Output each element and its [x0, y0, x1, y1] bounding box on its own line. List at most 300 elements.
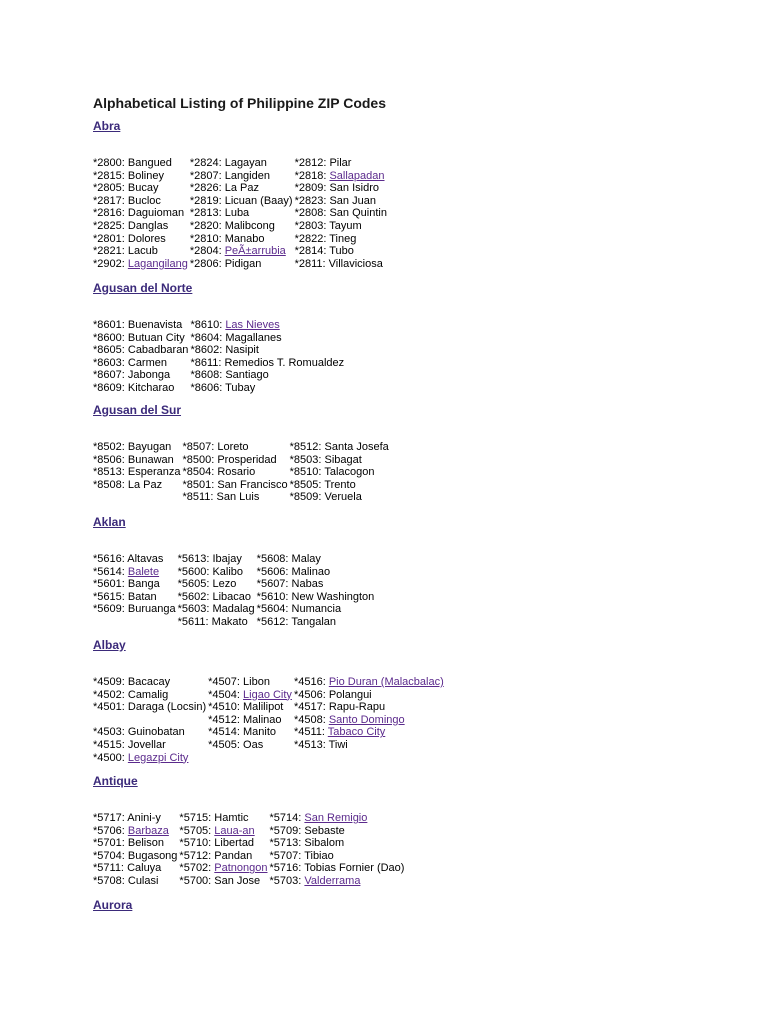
zip-entry — [178, 553, 255, 566]
place-name: Anini-y — [127, 812, 161, 824]
zip-entry — [294, 714, 444, 727]
zip-entry — [93, 825, 177, 838]
zip-entry — [208, 676, 292, 689]
zip-entry — [208, 739, 292, 752]
zip-code: *2810: — [189, 232, 225, 245]
zip-entry — [257, 578, 375, 591]
zip-code: *2803: — [294, 219, 330, 232]
zip-code: *5702: — [179, 862, 215, 875]
place-name: Daraga (Locsin) — [127, 701, 207, 714]
place-name: Malilipot — [243, 701, 284, 714]
zip-entry — [190, 382, 344, 395]
zip-entry — [295, 207, 387, 220]
place-name: Sibalom — [304, 837, 345, 850]
zip-entry — [294, 739, 444, 752]
zip-code: *8502: — [93, 441, 128, 453]
zip-code: *8505: — [289, 478, 325, 491]
zip-columns — [93, 319, 344, 395]
zip-entry — [294, 689, 444, 702]
place-name: Talacogon — [324, 466, 375, 479]
zip-entry — [178, 566, 255, 579]
place-link[interactable]: Legazpi City — [127, 751, 189, 764]
zip-code: *2812: — [294, 157, 330, 169]
zip-entry — [295, 157, 387, 170]
zip-entry — [93, 553, 176, 566]
zip-entry — [93, 195, 188, 208]
zip-code: *5603: — [177, 603, 213, 616]
page-title: Alphabetical Listing of Philippine ZIP Codes — [93, 95, 386, 111]
place-name: Pilar — [329, 157, 352, 169]
place-name: Libacao — [212, 590, 252, 603]
place-name: Buruanga — [127, 603, 176, 616]
zip-code: *2816: — [93, 207, 128, 220]
zip-entry — [295, 182, 387, 195]
region-title-link[interactable]: Aklan — [93, 515, 126, 529]
zip-entry — [295, 233, 387, 246]
place-name: Licuan (Baay) — [224, 194, 293, 207]
place-name: Kitcharao — [127, 381, 175, 394]
zip-code: *4511: — [293, 726, 328, 739]
zip-code: *4503: — [93, 726, 128, 739]
zip-code: *5700: — [179, 874, 215, 887]
zip-entry — [93, 207, 188, 220]
zip-code: *4514: — [208, 726, 244, 739]
place-name: San Isidro — [329, 182, 379, 195]
place-link[interactable]: Las Nieves — [225, 319, 280, 331]
zip-entry — [295, 220, 387, 233]
zip-code: *8606: — [190, 381, 226, 394]
zip-code: *8610: — [190, 319, 226, 331]
zip-code: *2818: — [294, 169, 330, 182]
place-name: Kalibo — [212, 565, 244, 578]
place-name: Malay — [291, 553, 321, 565]
zip-entry — [182, 441, 287, 454]
zip-entry — [93, 603, 176, 616]
place-name: Buenavista — [127, 319, 183, 331]
zip-code: *5610: — [256, 590, 292, 603]
zip-entry — [93, 369, 188, 382]
zip-entry — [257, 591, 375, 604]
zip-code: *5712: — [179, 849, 215, 862]
zip-entry — [270, 812, 405, 825]
zip-code: *8607: — [93, 369, 128, 382]
place-name: Danglas — [127, 219, 169, 232]
zip-entry — [290, 479, 389, 492]
zip-entry — [290, 454, 389, 467]
zip-entry — [290, 441, 389, 454]
zip-entry — [93, 726, 206, 739]
zip-entry — [294, 676, 444, 689]
zip-column — [93, 812, 177, 888]
zip-code: *5706: — [93, 824, 128, 837]
zip-entry — [93, 233, 188, 246]
zip-column — [93, 553, 176, 629]
place-name: Remedios T. Romualdez — [224, 356, 345, 369]
zip-entry — [190, 245, 293, 258]
zip-code: *5715: — [179, 812, 215, 824]
zip-column — [290, 441, 389, 504]
zip-code: *5708: — [93, 874, 128, 887]
zip-code: *4517: — [293, 701, 329, 714]
region-title-link[interactable]: Agusan del Sur — [93, 403, 182, 417]
zip-code: *5616: — [93, 553, 128, 565]
zip-entry — [93, 258, 188, 271]
zip-code: *2902: — [93, 257, 128, 270]
place-name: San Francisco — [217, 478, 288, 491]
place-link[interactable]: Barbaza — [127, 824, 169, 837]
place-link[interactable]: Santo Domingo — [328, 713, 405, 726]
place-name: Hamtic — [214, 812, 249, 824]
zip-code: *2811: — [294, 257, 329, 270]
zip-entry — [93, 676, 206, 689]
place-name: Bugasong — [127, 849, 178, 862]
zip-entry — [190, 220, 293, 233]
zip-entry — [208, 726, 292, 739]
zip-entry — [93, 245, 188, 258]
zip-code: *4510: — [208, 701, 244, 714]
place-name: Magallanes — [225, 331, 282, 344]
place-name: Caluya — [127, 862, 162, 875]
zip-entry — [190, 369, 344, 382]
place-name: Tineg — [329, 232, 357, 245]
place-name: Villaviciosa — [328, 257, 383, 270]
place-name: Tubo — [329, 245, 354, 258]
place-name: Camalig — [127, 688, 169, 701]
zip-entry — [93, 441, 180, 454]
zip-column — [93, 319, 188, 395]
zip-code: *2814: — [294, 245, 330, 258]
zip-code: *5604: — [256, 603, 292, 616]
place-name: San Jose — [214, 874, 261, 887]
region-title-link[interactable]: Aurora — [93, 898, 133, 912]
zip-entry — [190, 157, 293, 170]
place-name: Carmen — [127, 356, 167, 369]
zip-entry — [190, 357, 344, 370]
zip-columns — [93, 676, 444, 764]
zip-column — [257, 553, 375, 629]
zip-code: *5710: — [179, 837, 215, 850]
zip-code: *8605: — [93, 344, 128, 357]
zip-code: *2813: — [189, 207, 225, 220]
zip-code: *8510: — [289, 466, 325, 479]
place-name: Oas — [243, 738, 264, 751]
zip-code: *4516: — [293, 676, 329, 688]
place-name: Trento — [324, 478, 356, 491]
zip-code: *4506: — [293, 688, 329, 701]
zip-code: *8601: — [93, 319, 128, 331]
zip-code: *8604: — [190, 331, 226, 344]
zip-entry — [93, 170, 188, 183]
place-name: Batan — [127, 590, 157, 603]
zip-code: *8509: — [289, 491, 325, 504]
place-name: Jabonga — [127, 369, 171, 382]
zip-entry — [93, 862, 177, 875]
zip-entry — [93, 689, 206, 702]
zip-code: *4513: — [293, 738, 329, 751]
place-name: Pidigan — [224, 257, 262, 270]
zip-code: *4500: — [93, 751, 128, 764]
zip-columns — [93, 157, 387, 270]
place-name: Dolores — [127, 232, 166, 245]
place-name: Langiden — [224, 169, 270, 182]
zip-entry — [270, 825, 405, 838]
zip-entry — [179, 875, 267, 888]
zip-entry — [93, 701, 206, 714]
zip-code: *5704: — [93, 849, 128, 862]
zip-entry — [257, 603, 375, 616]
zip-code: *8611: — [190, 356, 225, 369]
place-name: Tibiao — [304, 849, 334, 862]
zip-code: *2825: — [93, 219, 128, 232]
zip-code: *8602: — [190, 344, 226, 357]
place-link[interactable]: Pio Duran (Malacbalac) — [328, 676, 444, 688]
zip-entry — [93, 466, 180, 479]
zip-column — [208, 676, 292, 764]
place-link[interactable]: Valderrama — [304, 874, 361, 887]
zip-entry — [190, 344, 344, 357]
place-name: Bucay — [127, 182, 159, 195]
zip-entry — [93, 566, 176, 579]
zip-code: *5717: — [93, 812, 128, 824]
place-link[interactable]: Ligao City — [243, 688, 292, 701]
zip-code: *5711: — [93, 862, 128, 875]
place-name: Bangued — [127, 157, 172, 169]
zip-entry — [93, 344, 188, 357]
region-section — [93, 401, 389, 504]
zip-code: *5614: — [93, 565, 128, 578]
zip-entry — [190, 182, 293, 195]
zip-code: *5609: — [93, 603, 128, 616]
zip-entry — [182, 491, 287, 504]
zip-entry — [295, 170, 387, 183]
place-name: Altavas — [127, 553, 164, 565]
zip-code: *2824: — [189, 157, 225, 169]
zip-code: *8603: — [93, 356, 128, 369]
zip-column — [294, 676, 444, 764]
place-name: Polangui — [328, 688, 372, 701]
zip-code: *8600: — [93, 331, 128, 344]
zip-code: *5615: — [93, 590, 128, 603]
place-name: New Washington — [291, 590, 375, 603]
zip-code: *2807: — [189, 169, 225, 182]
zip-entry — [257, 553, 375, 566]
zip-code: *2805: — [93, 182, 128, 195]
zip-entry — [270, 850, 405, 863]
place-name: Manito — [243, 726, 277, 739]
place-link[interactable]: PeÃ±arrubia — [224, 245, 286, 258]
zip-code: *5701: — [93, 837, 128, 850]
region-title-link[interactable]: Albay — [93, 638, 126, 652]
zip-code: *8512: — [289, 441, 325, 453]
zip-code: *5611: — [177, 615, 212, 628]
place-name: Nabas — [291, 578, 324, 591]
place-name: Lacub — [127, 245, 158, 258]
zip-entry — [294, 701, 444, 714]
region-section — [93, 636, 444, 764]
page-content — [93, 94, 753, 912]
zip-entry — [190, 195, 293, 208]
place-name: Tubay — [225, 381, 256, 394]
zip-column — [190, 319, 344, 395]
zip-entry — [182, 466, 287, 479]
zip-column — [93, 157, 188, 270]
zip-code: *2822: — [294, 232, 330, 245]
zip-code: *2820: — [189, 219, 225, 232]
place-name: Makato — [211, 615, 248, 628]
zip-code: *5703: — [269, 874, 305, 887]
region-title-link[interactable]: Antique — [93, 774, 138, 788]
place-link[interactable]: Laua-an — [214, 824, 255, 837]
place-link[interactable]: Sallapadan — [329, 169, 385, 182]
zip-column — [93, 441, 180, 504]
place-name: Rapu-Rapu — [328, 701, 386, 714]
place-name: San Juan — [329, 194, 376, 207]
zip-entry — [190, 319, 344, 332]
zip-code: *5713: — [269, 837, 305, 850]
place-name: Malinao — [243, 713, 282, 726]
region-section — [93, 279, 344, 395]
place-name: Santiago — [225, 369, 269, 382]
zip-code: *2808: — [294, 207, 330, 220]
place-name: Pandan — [214, 849, 253, 862]
place-name: Loreto — [217, 441, 249, 453]
zip-entry — [270, 862, 405, 875]
place-link[interactable]: Patnongon — [214, 862, 268, 875]
zip-code: *5613: — [177, 553, 213, 565]
zip-column — [182, 441, 287, 504]
place-name: Bunawan — [127, 453, 174, 466]
place-name: Bayugan — [127, 441, 172, 453]
place-name: San Quintin — [329, 207, 387, 220]
place-name: Lagayan — [224, 157, 267, 169]
zip-entry — [93, 837, 177, 850]
zip-entry — [270, 837, 405, 850]
place-name: Tiwi — [328, 738, 348, 751]
place-name: Libon — [243, 676, 270, 688]
zip-entry — [93, 739, 206, 752]
zip-entry — [93, 182, 188, 195]
zip-entry — [190, 170, 293, 183]
place-name: Numancia — [291, 603, 342, 616]
zip-entry — [93, 382, 188, 395]
place-name: Luba — [224, 207, 250, 220]
place-name: La Paz — [224, 182, 259, 195]
place-name: Veruela — [324, 491, 362, 504]
zip-code: *5607: — [256, 578, 292, 591]
zip-code: *4515: — [93, 738, 128, 751]
place-name: Madalag — [212, 603, 255, 616]
place-name: Malibcong — [224, 219, 275, 232]
place-link[interactable]: Tabaco City — [327, 726, 386, 739]
zip-entry — [208, 701, 292, 714]
place-name: Tayum — [329, 219, 362, 232]
zip-entry — [93, 752, 206, 765]
zip-entry — [179, 825, 267, 838]
place-link[interactable]: Balete — [127, 565, 160, 578]
zip-entry — [295, 195, 387, 208]
zip-columns — [93, 553, 374, 629]
place-name: Manabo — [224, 232, 265, 245]
zip-entry — [290, 466, 389, 479]
zip-entry — [182, 454, 287, 467]
zip-entry — [93, 332, 188, 345]
zip-code: *5612: — [256, 615, 292, 628]
zip-code: *4505: — [208, 738, 244, 751]
place-link[interactable]: San Remigio — [304, 812, 368, 824]
zip-entry — [295, 245, 387, 258]
zip-entry — [93, 454, 180, 467]
place-name: Santa Josefa — [324, 441, 389, 453]
place-name: Bacacay — [127, 676, 171, 688]
place-name: Jovellar — [127, 738, 166, 751]
place-name: La Paz — [127, 478, 163, 491]
zip-code: *8504: — [182, 466, 218, 479]
zip-entry — [93, 157, 188, 170]
zip-entry — [93, 479, 180, 492]
region-title-link[interactable]: Agusan del Norte — [93, 281, 193, 295]
place-name: Daguioman — [127, 207, 185, 220]
zip-entry — [93, 875, 177, 888]
region-title-link[interactable]: Abra — [93, 119, 121, 133]
zip-column — [179, 812, 267, 888]
zip-code: *5709: — [269, 824, 305, 837]
zip-code: *4507: — [208, 676, 244, 688]
zip-code: *2801: — [93, 232, 128, 245]
zip-column — [270, 812, 405, 888]
zip-code: *5714: — [269, 812, 305, 824]
zip-code: *2819: — [189, 194, 225, 207]
zip-code: *4512: — [208, 713, 244, 726]
zip-entry — [257, 566, 375, 579]
zip-entry — [179, 850, 267, 863]
place-link[interactable]: Lagangilang — [127, 257, 188, 270]
place-name: Butuan City — [127, 331, 185, 344]
zip-code: *2806: — [189, 257, 225, 270]
zip-code: *5600: — [177, 565, 213, 578]
zip-entry — [190, 332, 344, 345]
zip-code: *2809: — [294, 182, 330, 195]
place-name: Tobias Fornier (Dao) — [304, 862, 405, 875]
zip-entry — [179, 812, 267, 825]
zip-entry — [190, 233, 293, 246]
zip-column — [93, 676, 206, 764]
zip-code: *8507: — [182, 441, 218, 453]
zip-entry — [179, 862, 267, 875]
zip-code: *5601: — [93, 578, 128, 591]
zip-entry — [93, 850, 177, 863]
zip-code: *4508: — [293, 713, 329, 726]
zip-code: *4501: — [93, 701, 128, 714]
zip-code: *2817: — [93, 194, 128, 207]
region-section — [93, 772, 404, 888]
place-name: Prosperidad — [217, 453, 277, 466]
zip-entry — [93, 220, 188, 233]
zip-code: *2800: — [93, 157, 128, 169]
zip-entry — [208, 689, 292, 702]
zip-code: *2823: — [294, 194, 330, 207]
zip-code: *4504: — [208, 688, 244, 701]
zip-code: *5707: — [269, 849, 305, 862]
zip-code: *8503: — [289, 453, 325, 466]
zip-entry — [182, 479, 287, 492]
region-section — [93, 513, 374, 629]
place-name: Guinobatan — [127, 726, 185, 739]
zip-code: *8511: — [182, 491, 217, 504]
zip-code: *8608: — [190, 369, 226, 382]
place-name: Cabadbaran — [127, 344, 189, 357]
zip-entry — [179, 837, 267, 850]
zip-code: *5716: — [269, 862, 305, 875]
